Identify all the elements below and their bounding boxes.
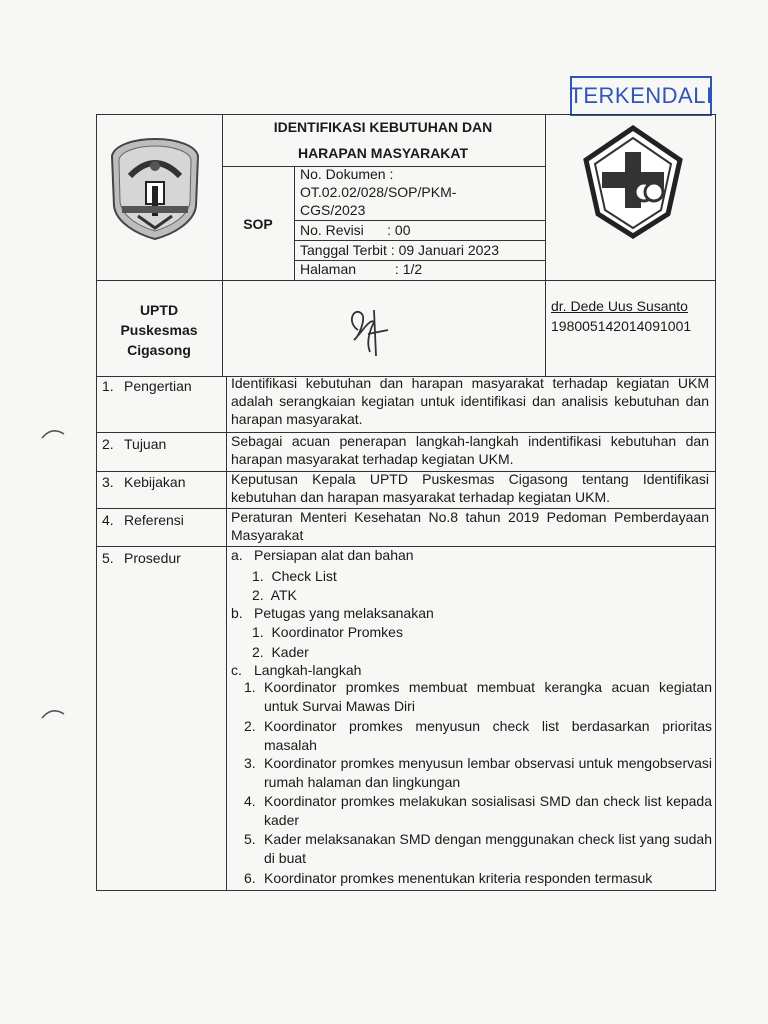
section-number: 3.: [102, 474, 114, 490]
punch-hole-mark: [40, 424, 66, 440]
table-rule: [226, 376, 227, 891]
sop-label: SOP: [243, 216, 273, 232]
section-label-referensi: [102, 512, 184, 528]
table-rule: [294, 220, 545, 221]
prosedur-step: [244, 678, 712, 716]
section-number: 4.: [102, 512, 114, 528]
no-revisi: No. Revisi : 00: [300, 222, 411, 238]
signer-nip: 198005142014091001: [551, 318, 692, 334]
section-label-prosedur: [102, 550, 181, 566]
section-number: 2.: [102, 436, 114, 452]
signer-name: dr. Dede Uus Susanto: [551, 298, 688, 314]
section-body-tujuan: Sebagai acuan penerapan langkah-langkah indentifikasi kebutuhan dan harapan masyarakat terhadap kegiatan UKM.: [231, 433, 709, 467]
section-label-kebijakan: [102, 474, 186, 490]
no-dokumen-value: OT.02.02/028/SOP/PKM-: [300, 184, 457, 200]
unit-line: Puskesmas: [120, 322, 198, 338]
section-body-kebijakan: Keputusan Kepala UPTD Puskesmas Cigasong tentang Identifikasi kebutuhan dan harapan masyarakat terhadap kegiatan UKM.: [231, 471, 709, 505]
prosedur-a-item: 1. Check List: [252, 568, 337, 584]
prosedur-b-item: 2. Kader: [252, 644, 309, 660]
unit-name: [96, 300, 222, 360]
puskesmas-logo: [578, 124, 688, 240]
prosedur-c-label: c.: [231, 662, 242, 678]
prosedur-step: [244, 717, 712, 755]
step-text: Koordinator promkes menentukan kriteria responden termasuk: [264, 870, 653, 886]
title-line: IDENTIFIKASI KEBUTUHAN DAN: [273, 119, 493, 135]
prosedur-a-item: 2. ATK: [252, 587, 297, 603]
document-title: [222, 114, 544, 166]
prosedur-b-title: Petugas yang melaksanakan: [254, 605, 434, 621]
step-number: 6.: [244, 870, 256, 886]
table-rule: [96, 280, 716, 281]
section-title: Prosedur: [124, 550, 181, 566]
prosedur-b-item: 1. Koordinator Promkes: [252, 624, 403, 640]
unit-line: Cigasong: [127, 342, 191, 358]
step-text: Koordinator promkes melakukan sosialisasi SMD dan check list kepada kader: [264, 793, 712, 828]
step-text: Kader melaksanakan SMD dengan menggunakan check list yang sudah di buat: [264, 831, 712, 866]
section-label-pengertian: [102, 378, 192, 394]
step-number: 5.: [244, 831, 256, 847]
step-text: Koordinator promkes menyusun check list berdasarkan prioritas masalah: [264, 718, 712, 753]
prosedur-step: [244, 754, 712, 792]
no-dokumen-value: CGS/2023: [300, 202, 366, 218]
section-title: Tujuan: [124, 436, 167, 452]
section-number: 1.: [102, 378, 114, 394]
prosedur-step: [244, 830, 712, 868]
tanggal-terbit: Tanggal Terbit : 09 Januari 2023: [300, 242, 499, 258]
table-rule: [294, 240, 545, 241]
step-number: 4.: [244, 793, 256, 809]
prosedur-a-label: a.: [231, 547, 243, 563]
section-title: Kebijakan: [124, 474, 186, 490]
step-number: 1.: [244, 679, 256, 695]
section-title: Pengertian: [124, 378, 192, 394]
prosedur-step: [244, 869, 712, 888]
unit-line: UPTD: [139, 302, 179, 318]
regency-emblem-logo: [108, 136, 202, 242]
halaman: Halaman : 1/2: [300, 261, 423, 277]
title-line: HARAPAN MASYARAKAT: [297, 145, 469, 161]
punch-hole-mark: [40, 704, 66, 720]
step-number: 2.: [244, 718, 256, 734]
step-text: Koordinator promkes menyusun lembar observasi untuk mengobservasi rumah halaman dan lingkungan: [264, 755, 712, 790]
step-text: Koordinator promkes membuat membuat kerangka acuan kegiatan untuk Survai Mawas Diri: [264, 679, 712, 714]
prosedur-c-title: Langkah-langkah: [254, 662, 362, 678]
table-rule: [294, 166, 295, 280]
table-rule: [545, 114, 546, 376]
section-body-pengertian: Identifikasi kebutuhan dan harapan masyarakat terhadap kegiatan UKM adalah serangkaian kegiatan untuk identifikasi dan analisis kebutuhan dan harapan masyarakat.: [231, 375, 709, 427]
section-body-referensi: Peraturan Menteri Kesehatan No.8 tahun 2019 Pedoman Pemberdayaan Masyarakat: [231, 509, 709, 543]
prosedur-step: [244, 792, 712, 830]
signature: [340, 300, 400, 360]
section-title: Referensi: [124, 512, 184, 528]
section-label-tujuan: [102, 436, 166, 452]
no-dokumen-label: No. Dokumen :: [300, 166, 394, 182]
step-number: 3.: [244, 755, 256, 771]
prosedur-b-label: b.: [231, 605, 243, 621]
status-stamp: TERKENDALI: [570, 76, 712, 116]
section-number: 5.: [102, 550, 114, 566]
prosedur-a-title: Persiapan alat dan bahan: [254, 547, 414, 563]
